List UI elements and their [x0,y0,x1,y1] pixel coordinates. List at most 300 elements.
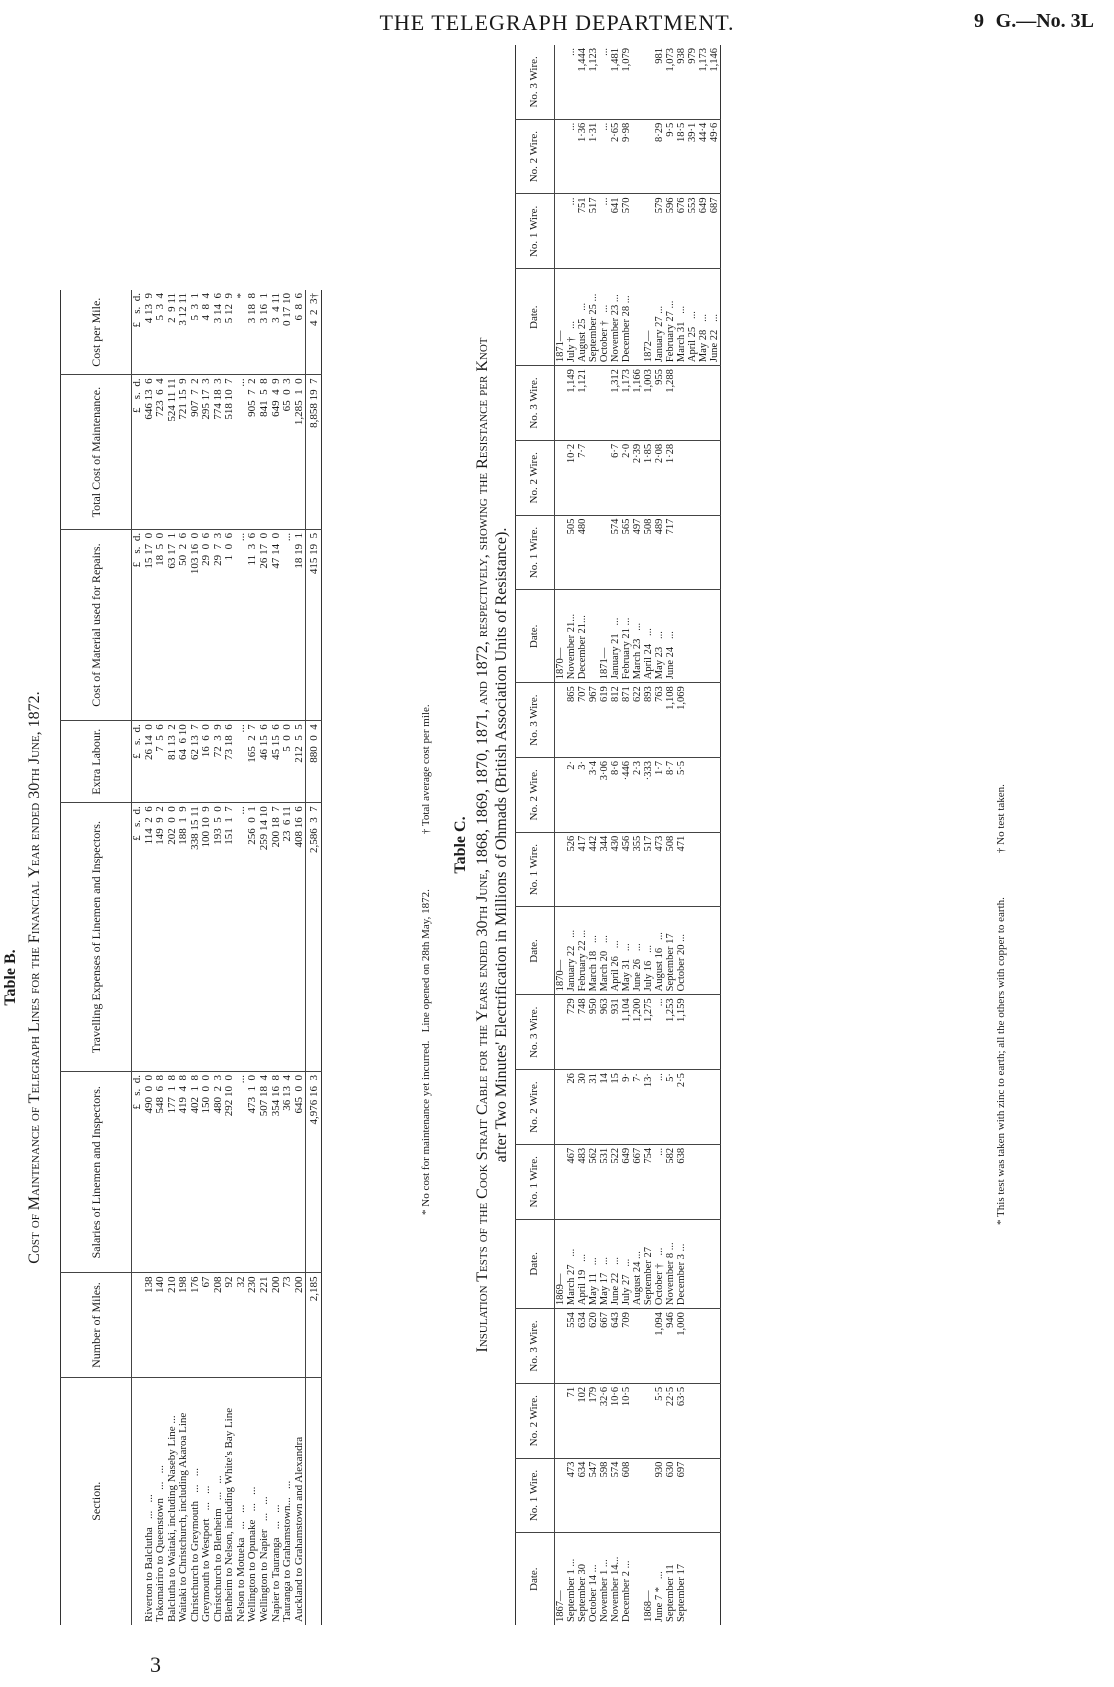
value-cell [687,1458,698,1533]
value-cell: 46 15 6 [259,721,271,803]
value-cell: 3·4 [588,757,599,832]
table-row [271,290,283,1625]
date-cell: May 31 ... [621,907,632,995]
date-cell: January 21 ... [610,590,621,683]
value-cell: 3· [577,757,588,832]
value-cell [588,440,599,515]
table-b-label: Table B. [2,949,19,1006]
value-cell: 45 15 6 [271,721,283,803]
table-row [144,290,156,1625]
value-cell: 210 [167,1273,179,1377]
value-cell: 905 7 2 [247,375,259,529]
date-cell: August 25 ... [577,269,588,366]
value-cell: 931 [610,995,621,1070]
table-row [566,45,577,1625]
value-cell: 667 [632,1144,643,1219]
table-c [515,45,721,1625]
value-cell [687,683,698,758]
date-cell [709,907,721,995]
date-cell [687,590,698,683]
value-cell: 2· [566,757,577,832]
value-cell: 32 [236,1273,248,1377]
total-cell [306,1377,322,1625]
section-cell: Wellington to Opunake ... ... [246,1486,259,1622]
value-cell: ... [282,529,294,720]
value-cell [709,1070,721,1145]
value-cell: 649 4 9 [271,375,283,529]
section-cell: Blenheim to Nelson, including White's Bay Line [223,1407,236,1622]
value-cell: 7·7 [577,440,588,515]
value-cell: 871 [621,683,632,758]
value-cell: 417 [577,832,588,907]
section-cell: Waitaki to Christchurch, including Akaroa Line [177,1412,190,1622]
value-cell: ... [236,803,248,1072]
value-cell: 517 [588,194,599,269]
value-cell: 1,079 [621,45,632,119]
table-c-header-row [516,45,555,1625]
table-row [247,290,259,1625]
total-cell: 8,858 19 7 [306,375,322,529]
value-cell: 1,288 [665,366,676,441]
value-cell: 489 [654,515,665,590]
value-cell: 723 6 4 [155,375,167,529]
value-cell: 14 [599,1070,610,1145]
value-cell: 39·1 [687,119,698,194]
value-cell [698,757,709,832]
value-cell: 73 [282,1273,294,1377]
value-cell: 29 0 6 [201,529,213,720]
value-cell [687,832,698,907]
date-cell [709,1219,721,1308]
value-cell: 442 [588,832,599,907]
date-cell: September 17 [676,1563,688,1622]
date-cell: September 25 ... [588,269,599,366]
value-cell: 140 [155,1273,167,1377]
value-cell: 338 15 11 [190,803,202,1072]
value-cell [632,1309,643,1384]
table-row [643,45,654,1625]
value-cell: 295 17 3 [201,375,213,529]
section-cell: Wellington to Napier ... ... [258,1496,271,1622]
date-cell: 1868— [643,1590,655,1622]
section-cell: Christchurch to Blenheim ... ... [211,1475,224,1622]
value-cell: 1,000 [676,1309,687,1384]
value-cell: 18 5 0 [155,529,167,720]
value-cell: 103 16 0 [190,529,202,720]
column-header: Date. [516,907,555,995]
table-row [282,290,294,1625]
date-cell: May 11 ... [588,1219,599,1308]
value-cell: 138 [144,1273,156,1377]
value-cell: 907 7 2 [190,375,202,529]
section-cell: Tokomairiro to Queenstown ... ... [154,1465,167,1622]
total-cell: 4 2 3† [306,290,322,375]
value-cell: 2·0 [621,440,632,515]
value-cell: 2·3 [632,757,643,832]
value-cell [632,1458,643,1533]
value-cell: 548 6 8 [155,1072,167,1273]
value-cell [555,440,567,515]
date-cell: April 24 ... [643,590,654,683]
value-cell [687,995,698,1070]
value-cell: 707 [577,683,588,758]
column-header: Section. [61,1377,132,1625]
unit-row [132,290,144,1625]
value-cell [588,366,599,441]
table-row [632,45,643,1625]
value-cell: 1,312 [610,366,621,441]
value-cell [588,515,599,590]
value-cell: 717 [665,515,676,590]
date-cell: December 21... [577,590,588,683]
date-cell: April 19 ... [577,1219,588,1308]
value-cell: ... [599,194,610,269]
value-cell [698,515,709,590]
value-cell: 763 [654,683,665,758]
date-cell: September 27 [643,1219,654,1308]
value-cell: 23 6 11 [282,803,294,1072]
value-cell [709,1144,721,1219]
table-row [236,290,248,1625]
value-cell [698,832,709,907]
value-cell: 149 9 2 [155,803,167,1072]
date-cell: June 24 ... [665,590,676,683]
value-cell: 193 5 0 [213,803,225,1072]
date-cell: July 16 ... [643,907,654,995]
value-cell [687,515,698,590]
column-header: No. 1 Wire. [516,1458,555,1533]
date-cell: September 30 [577,1563,589,1622]
date-cell: 1870— [555,907,567,995]
value-cell: 507 18 4 [259,1072,271,1273]
value-cell: 49·6 [709,119,721,194]
value-cell: 4 13 9 [144,290,156,375]
value-cell: 1,123 [588,45,599,119]
value-cell [687,1309,698,1384]
value-cell: 1,146 [709,45,721,119]
value-cell: 63 17 1 [167,529,179,720]
value-cell: 565 [621,515,632,590]
value-cell: 1,200 [632,995,643,1070]
value-cell [599,515,610,590]
value-cell: 649 [621,1144,632,1219]
value-cell: 1·85 [643,440,654,515]
unit-cell: £ s. d. [132,290,144,375]
date-cell: 1871— [599,590,610,683]
value-cell: 3·06 [599,757,610,832]
value-cell: 16 6 0 [201,721,213,803]
date-cell [698,1219,709,1308]
value-cell: ... [236,721,248,803]
value-cell: 419 4 8 [178,1072,190,1273]
date-cell: May 28 ... [698,269,709,366]
section-cell: Riverton to Balclutha ... ... [142,1494,155,1622]
column-header: No. 1 Wire. [516,194,555,269]
value-cell [698,1458,709,1533]
value-cell: 480 [577,515,588,590]
value-cell [709,832,721,907]
value-cell: ... [654,995,665,1070]
value-cell: 50 2 6 [178,529,190,720]
value-cell: 643 [610,1309,621,1384]
value-cell: 7 5 6 [155,721,167,803]
column-header: No. 2 Wire. [516,757,555,832]
date-cell: December 28 ... [621,269,632,366]
running-title: THE TELEGRAPH DEPARTMENT. [379,10,735,35]
value-cell: 667 [599,1309,610,1384]
value-cell: 8·6 [610,757,621,832]
value-cell: 47 14 0 [271,529,283,720]
value-cell: 634 [577,1309,588,1384]
date-cell: January 22 ... [566,907,577,995]
unit-cell [132,1377,144,1625]
value-cell [709,515,721,590]
value-cell [687,757,698,832]
section-cell: Greymouth to Westport ... ... [200,1485,213,1622]
value-cell [632,194,643,269]
value-cell [555,1070,567,1145]
value-cell: 92 [224,1273,236,1377]
value-cell: ... [236,375,248,529]
value-cell: 1·36 [577,119,588,194]
value-cell: 355 [632,832,643,907]
value-cell: 188 1 9 [178,803,190,1072]
value-cell: 5·5 [654,1383,665,1458]
date-cell: February 22 ... [577,907,588,995]
column-header: Date. [516,590,555,683]
column-header: No. 3 Wire. [516,1309,555,1384]
date-cell: May 23 ... [654,590,665,683]
date-cell: November 1 ... [599,1559,611,1622]
date-cell: January 27 ... [654,269,665,366]
value-cell: 32·6 [599,1383,610,1458]
value-cell: 3 16 1 [259,290,271,375]
value-cell: 709 [621,1309,632,1384]
date-cell [698,907,709,995]
table-row [201,290,213,1625]
value-cell: 1,069 [676,683,687,758]
column-header: Cost of Material used for Repairs. [61,529,132,720]
value-cell [687,366,698,441]
date-cell: July 27 ... [621,1219,632,1308]
value-cell: 456 [621,832,632,907]
value-cell: 893 [643,683,654,758]
value-cell: ... [599,119,610,194]
value-cell: 0 17 10 [282,290,294,375]
date-cell: April 25 ... [687,269,698,366]
column-header: Salaries of Linemen and Inspectors. [61,1072,132,1273]
date-cell [632,269,643,366]
value-cell [709,757,721,832]
value-cell [698,683,709,758]
table-b-header-row [61,290,132,1625]
value-cell: 1,094 [654,1309,665,1384]
value-cell [632,45,643,119]
date-cell: June 7 * ... [654,1571,666,1622]
value-cell: 946 [665,1309,676,1384]
total-cell: 415 19 5 [306,529,322,720]
value-cell: 1,173 [698,45,709,119]
table-row [178,290,190,1625]
value-cell [555,1458,567,1533]
value-cell: 508 [665,832,676,907]
value-cell: 480 2 3 [213,1072,225,1273]
value-cell [698,366,709,441]
total-row [306,290,322,1625]
value-cell: 208 [213,1273,225,1377]
value-cell [643,119,654,194]
value-cell [555,119,567,194]
date-cell: 1869— [555,1219,567,1308]
page-header [0,6,1114,36]
value-cell: 812 [610,683,621,758]
value-cell: 598 [599,1458,610,1533]
value-cell: 508 [643,515,654,590]
value-cell: 697 [676,1458,687,1533]
date-cell [698,1533,709,1625]
value-cell: 630 [665,1458,676,1533]
value-cell: 955 [654,366,665,441]
value-cell: 1,104 [621,995,632,1070]
value-cell: 483 [577,1144,588,1219]
value-cell: 13· [643,1070,654,1145]
column-header: No. 3 Wire. [516,45,555,119]
value-cell: 3 14 6 [213,290,225,375]
value-cell: 18·5 [676,119,687,194]
value-cell: ... [236,1072,248,1273]
value-cell: 579 [654,194,665,269]
value-cell [709,1309,721,1384]
date-cell [709,1533,721,1625]
column-header: No. 2 Wire. [516,1383,555,1458]
value-cell: 608 [621,1458,632,1533]
column-header: No. 2 Wire. [516,440,555,515]
value-cell: 1,003 [643,366,654,441]
value-cell: 44·4 [698,119,709,194]
table-row [698,45,709,1625]
value-cell: 517 [643,832,654,907]
value-cell [698,1309,709,1384]
value-cell [555,515,567,590]
date-cell: November 14... [610,1556,622,1622]
value-cell: 638 [676,1144,687,1219]
value-cell: ... [654,1070,665,1145]
value-cell: 574 [610,1458,621,1533]
value-cell: 8·7 [665,757,676,832]
unit-cell: £ s. d. [132,803,144,1072]
value-cell: 754 [643,1144,654,1219]
value-cell: * [236,290,248,375]
value-cell: 430 [610,832,621,907]
value-cell: ... [236,529,248,720]
value-cell: 73 18 6 [224,721,236,803]
value-cell: 200 18 7 [271,803,283,1072]
date-cell: June 26 ... [632,907,643,995]
value-cell: 3 4 11 [271,290,283,375]
value-cell: 751 [577,194,588,269]
section-cell: Tauranga to Grahamstown... ... [281,1480,294,1622]
date-cell: March 31 ... [676,269,687,366]
column-header: No. 1 Wire. [516,515,555,590]
date-cell: March 18 ... [588,907,599,995]
value-cell: 554 [566,1309,577,1384]
value-cell: 10·2 [566,440,577,515]
value-cell: 622 [632,683,643,758]
date-cell [709,590,721,683]
value-cell: 5· [665,1070,676,1145]
total-cell: 4,976 16 3 [306,1072,322,1273]
table-row [155,290,167,1625]
table-b-title: Cost of Maintenance of Telegraph Lines for the Financial Year ended 30th June, 1872. [26,691,43,1264]
unit-cell: £ s. d. [132,529,144,720]
value-cell [709,683,721,758]
value-cell: 634 [577,1458,588,1533]
value-cell: 5 0 0 [282,721,294,803]
value-cell: 29 7 3 [213,529,225,720]
column-header: Date. [516,269,555,366]
table-row [621,45,632,1625]
value-cell: 646 13 6 [144,375,156,529]
date-cell: November 23 ... [610,269,621,366]
table-row [654,45,665,1625]
date-cell: February 21 ... [621,590,632,683]
value-cell: 6 8 6 [294,290,306,375]
date-cell: August 16 ... [654,907,665,995]
value-cell: 950 [588,995,599,1070]
value-cell [687,440,698,515]
date-cell: August 24 ... [632,1219,643,1308]
value-cell [643,1309,654,1384]
value-cell [632,119,643,194]
value-cell: 5·5 [676,757,687,832]
value-cell: 5 3 1 [190,290,202,375]
value-cell: 63·5 [676,1383,687,1458]
value-cell: 165 2 7 [247,721,259,803]
table-row [610,45,621,1625]
column-header: Extra Labour. [61,721,132,803]
date-cell: December 2 ... [621,1560,633,1622]
value-cell: ... [566,119,577,194]
value-cell: 10·5 [621,1383,632,1458]
value-cell: 26 14 0 [144,721,156,803]
value-cell: 10·6 [610,1383,621,1458]
date-cell: 1872— [643,269,654,366]
value-cell [676,366,687,441]
value-cell: 151 1 7 [224,803,236,1072]
value-cell: 15 17 0 [144,529,156,720]
section-cell: Balclutha to Waitaki, including Naseby Line ... [165,1415,178,1622]
value-cell [632,1383,643,1458]
column-header: No. 3 Wire. [516,366,555,441]
value-cell: 2·5 [676,1070,687,1145]
value-cell: 729 [566,995,577,1070]
value-cell: 497 [632,515,643,590]
value-cell: 687 [709,194,721,269]
value-cell: 65 0 3 [282,375,294,529]
value-cell: 200 [271,1273,283,1377]
date-cell: November 21... [566,590,577,683]
maintenance-table [60,290,322,1625]
value-cell [555,757,567,832]
table-row [665,45,676,1625]
value-cell [599,440,610,515]
rotated-content [0,40,1030,1645]
value-cell: 354 16 8 [271,1072,283,1273]
value-cell: 26 [566,1070,577,1145]
table-b-notes: * No cost for maintenance yet incurred. Line opened on 28th May, 1872. † Total average cost per mile. [420,704,432,1215]
value-cell: 3 18 8 [247,290,259,375]
section-cell: Auckland to Grahamstown and Alexandra [292,1436,305,1622]
